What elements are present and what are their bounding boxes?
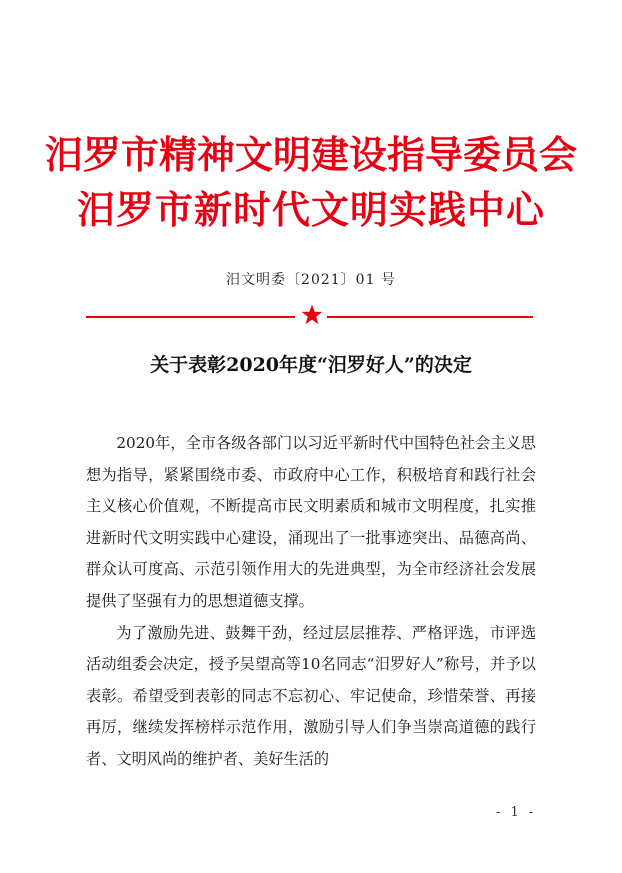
body-paragraph: 为了激励先进、鼓舞干劲，经过层层推荐、严格评选，市评选活动组委会决定，授予吴望高等10名同志“汨罗好人”称号，并予以表彰。希望受到表彰的同志不忘初心、牢记使命，珍惜荣誉、再接再厉，继续发挥榜样示范作用，激励引导人们争当崇高道德的践行者、文明风尚的维护者、美好生活的	[86, 623, 536, 768]
issuing-org-name-2: 汨罗市新时代文明实践中心	[76, 187, 545, 232]
red-divider-left	[86, 316, 295, 318]
red-divider-right	[327, 316, 533, 318]
red-star-icon	[300, 303, 324, 327]
body-paragraph: 2020年，全市各级各部门以习近平新时代中国特色社会主义思想为指导，紧紧围绕市委、市政府中心工作，积极培育和践行社会主义核心价值观，不断提高市民文明素质和城市文明程度，扎实推进新时代文明实践中心建设，涌现出了一批事迹突出、品德高尚、群众认可度高、示范引领作用大的先进典型，为全市经济社会发展提供了坚强有力的思想道德支撑。	[86, 434, 536, 610]
page-number: - 1 -	[496, 805, 537, 820]
decision-title: 关于表彰2020年度“汨罗好人”的决定	[150, 354, 472, 376]
issuing-org-name-1: 汨罗市精神文明建设指导委员会	[44, 132, 577, 177]
document-body	[86, 428, 536, 776]
document-number: 汨文明委〔2021〕01 号	[226, 272, 396, 288]
